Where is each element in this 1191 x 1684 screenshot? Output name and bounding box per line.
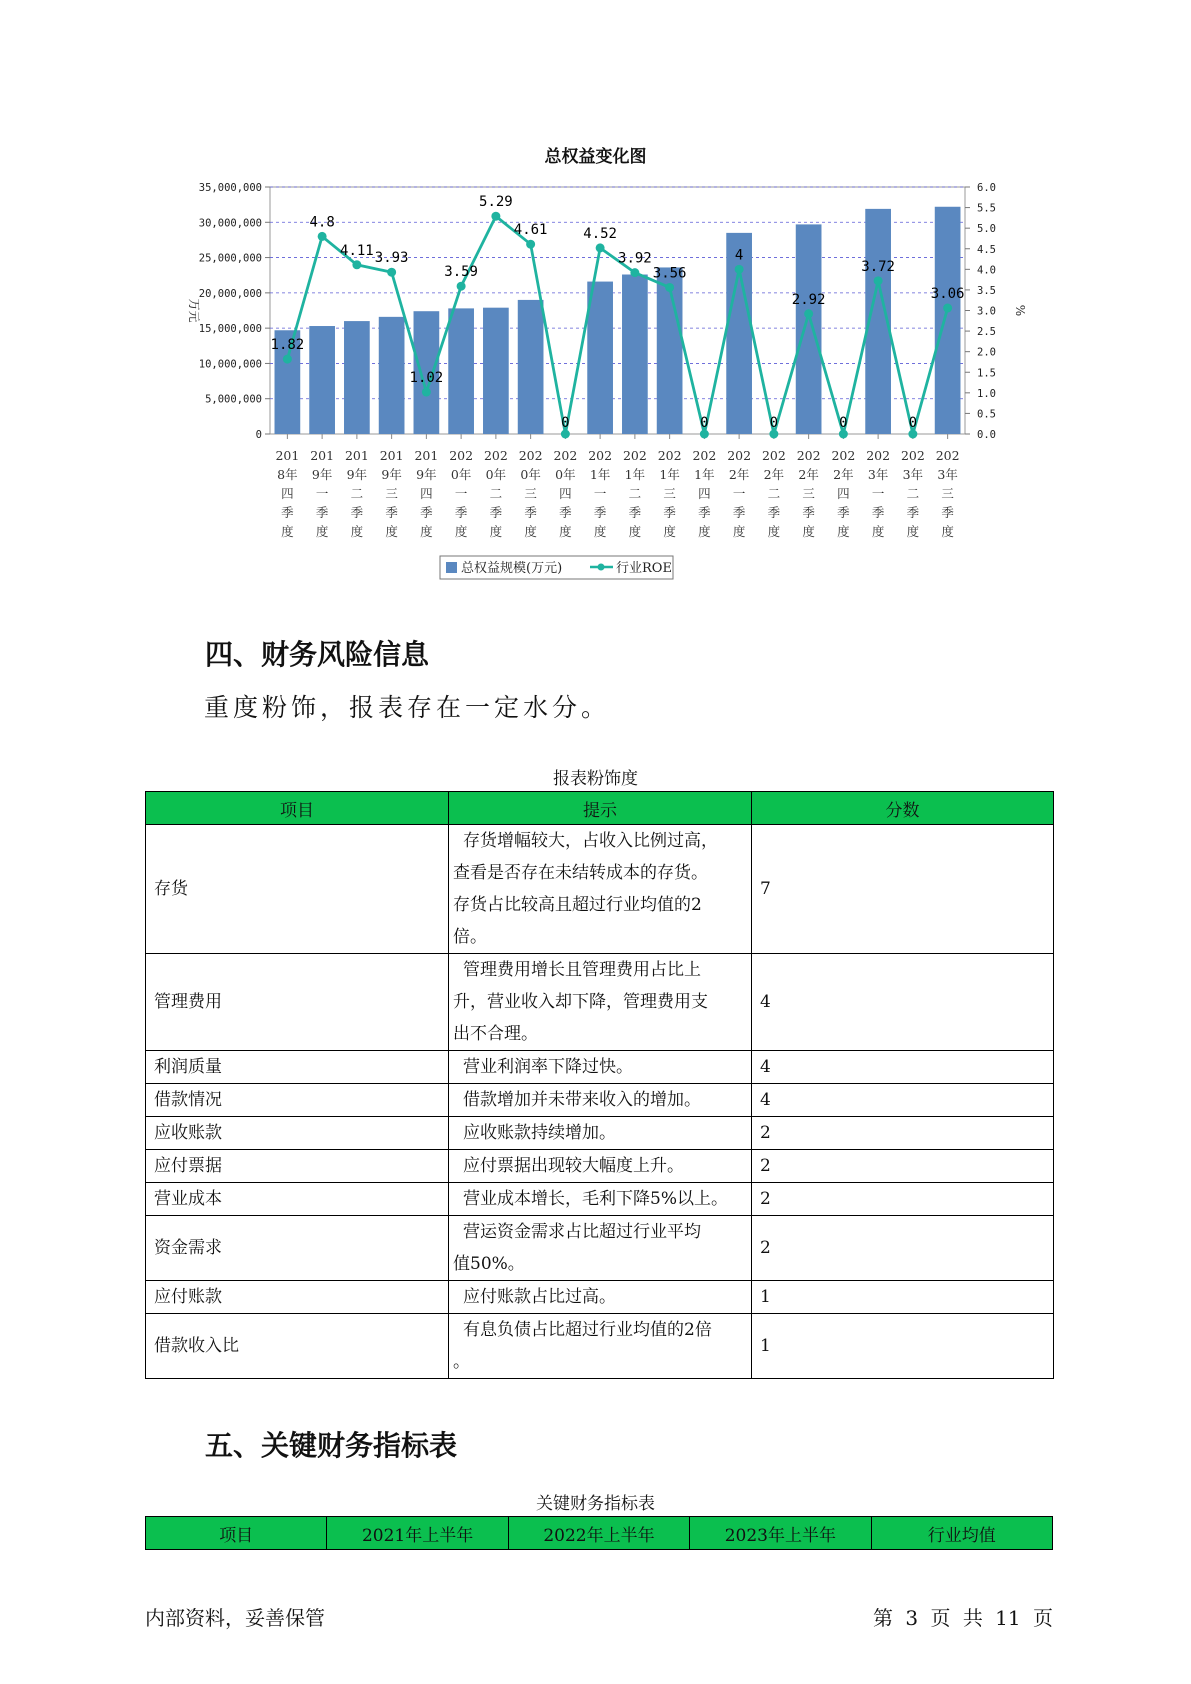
x-category-label: 3年 <box>902 467 924 482</box>
y-right-tick-label: 4.0 <box>977 264 996 277</box>
roe-data-label: 3.56 <box>652 265 687 282</box>
x-category-label: 季 <box>524 505 537 520</box>
roe-point <box>352 260 361 269</box>
roe-data-label: 0 <box>700 415 709 431</box>
x-category-label: 四 <box>837 486 850 501</box>
x-category-label: 201 <box>275 448 300 463</box>
risk-score: 1 <box>752 1314 1054 1379</box>
x-category-label: 度 <box>281 524 294 539</box>
x-category-label: 一 <box>315 486 329 501</box>
risk-hint <box>449 1281 752 1314</box>
risk-hint-line: 升，营业收入却下降，管理费用支 <box>453 992 708 1012</box>
risk-hint-line: 存货占比较高且超过行业均值的2 <box>453 895 702 915</box>
section4-heading: 四、财务风险信息 <box>205 638 430 671</box>
x-category-label: 季 <box>559 505 572 520</box>
risk-hint <box>449 825 752 954</box>
table-row <box>146 1117 1054 1150</box>
roe-point <box>457 282 466 291</box>
chart-bar <box>448 308 474 434</box>
x-category-label: 度 <box>871 524 885 539</box>
x-category-label: 季 <box>802 505 815 520</box>
roe-data-label: 4 <box>734 247 744 264</box>
roe-point <box>318 232 327 241</box>
key-table-caption: 关键财务指标表 <box>536 1494 655 1514</box>
y-right-tick-label: 0.0 <box>977 429 996 441</box>
x-category-label: 一 <box>871 486 885 501</box>
risk-hint <box>449 1216 752 1281</box>
x-category-label: 2年 <box>763 467 785 482</box>
roe-data-label: 4.61 <box>513 222 548 239</box>
x-category-label: 四 <box>559 486 572 501</box>
y-right-tick-label: 6.0 <box>977 182 996 194</box>
roe-point <box>526 240 535 249</box>
x-category-label: 0年 <box>450 467 472 482</box>
x-category-label: 季 <box>663 505 676 520</box>
chart-bar <box>622 275 648 434</box>
x-category-label: 202 <box>796 448 821 463</box>
chart-bar <box>344 321 370 434</box>
table-row <box>146 1314 1054 1379</box>
y-right-tick-label: 5.0 <box>977 223 996 236</box>
risk-score: 4 <box>752 1084 1054 1117</box>
roe-data-label: 3.59 <box>444 264 478 281</box>
table-row <box>146 1084 1054 1117</box>
x-category-label: 9年 <box>346 467 368 482</box>
chart-bar <box>518 300 544 434</box>
x-category-label: 季 <box>767 505 781 520</box>
risk-score: 4 <box>752 954 1054 1051</box>
legend-line-marker <box>598 564 605 571</box>
risk-hint-line: 应付账款占比过高。 <box>463 1287 616 1307</box>
x-category-label: 二 <box>489 486 503 501</box>
footer-page-number: 第 3 页 共 11 页 <box>873 1606 1053 1630</box>
x-category-label: 度 <box>593 524 607 539</box>
x-category-label: 9年 <box>381 467 402 482</box>
table-row <box>146 1183 1054 1216</box>
key-financial-table <box>145 1516 1053 1550</box>
chart-bar <box>483 308 509 434</box>
roe-data-label: 0 <box>769 415 779 431</box>
x-category-label: 202 <box>588 448 613 463</box>
x-category-label: 202 <box>449 448 474 463</box>
x-category-label: 度 <box>802 524 815 539</box>
roe-data-label: 3.72 <box>861 258 895 275</box>
x-category-label: 度 <box>559 524 572 539</box>
total-equity-chart <box>170 172 1050 592</box>
x-category-label: 度 <box>524 524 537 539</box>
x-category-label: 二 <box>767 486 781 501</box>
risk-summary: 重度粉饰，报表存在一定水分。 <box>204 693 611 722</box>
roe-data-label: 3.92 <box>618 250 652 267</box>
risk-hint-line: 应收账款持续增加。 <box>463 1123 616 1143</box>
x-category-label: 四 <box>281 486 294 501</box>
x-category-label: 度 <box>732 524 746 539</box>
roe-data-label: 3.06 <box>930 286 965 303</box>
plot-frame <box>270 187 965 434</box>
x-category-label: 9年 <box>311 467 333 482</box>
risk-score: 1 <box>752 1281 1054 1314</box>
x-category-label: 季 <box>454 505 468 520</box>
risk-item: 借款情况 <box>146 1084 449 1117</box>
x-category-label: 季 <box>698 505 711 520</box>
x-category-label: 202 <box>692 448 717 463</box>
risk-hint-line: 营业利润率下降过快。 <box>463 1057 633 1077</box>
x-category-label: 202 <box>831 448 856 463</box>
risk-score: 7 <box>752 825 1054 954</box>
risk-hint <box>449 1084 752 1117</box>
chart-title: 总权益变化图 <box>544 147 647 167</box>
x-category-label: 201 <box>310 448 335 463</box>
x-category-label: 202 <box>553 448 578 463</box>
risk-hint-line: 营业成本增长，毛利下降5%以上。 <box>463 1189 728 1209</box>
risk-hint-line: 出不合理。 <box>453 1024 538 1044</box>
y-right-tick-label: 1.5 <box>977 367 996 380</box>
roe-data-label: 1.82 <box>270 337 305 354</box>
risk-item: 应收账款 <box>146 1117 449 1150</box>
chart-bar <box>379 317 405 434</box>
risk-hint-line: 倍。 <box>453 927 487 947</box>
risk-score: 2 <box>752 1117 1054 1150</box>
risk-table <box>145 791 1054 1379</box>
risk-score: 4 <box>752 1051 1054 1084</box>
x-category-label: 2年 <box>833 467 854 482</box>
roe-data-label: 1.02 <box>409 370 444 387</box>
y-right-tick-label: 5.5 <box>977 202 996 215</box>
risk-hint-line: 。 <box>453 1352 470 1372</box>
roe-data-label: 4.52 <box>583 225 617 242</box>
x-category-label: 3年 <box>937 467 958 482</box>
x-category-label: 季 <box>732 505 746 520</box>
x-category-label: 1年 <box>694 467 715 482</box>
risk-hint <box>449 954 752 1051</box>
x-category-label: 度 <box>385 524 398 539</box>
x-category-label: 季 <box>489 505 503 520</box>
risk-hint <box>449 1051 752 1084</box>
risk-hint-line: 存货增幅较大，占收入比例过高， <box>463 831 718 851</box>
x-category-label: 三 <box>941 486 954 501</box>
header-score: 分数 <box>752 792 1054 825</box>
table-row <box>146 1150 1054 1183</box>
y-right-tick-label: 2.0 <box>977 346 996 359</box>
risk-hint <box>449 1183 752 1216</box>
risk-hint <box>449 1117 752 1150</box>
risk-item: 应付票据 <box>146 1150 449 1183</box>
y-left-tick-label: 5,000,000 <box>205 393 262 406</box>
x-category-label: 二 <box>350 486 364 501</box>
x-category-label: 度 <box>628 524 642 539</box>
risk-hint-line: 有息负债占比超过行业均值的2倍 <box>463 1320 712 1340</box>
x-category-label: 三 <box>524 486 537 501</box>
risk-item: 资金需求 <box>146 1216 449 1281</box>
roe-point <box>943 304 952 313</box>
header-2022h1: 2022年上半年 <box>508 1517 689 1550</box>
header-industry-avg: 行业均值 <box>871 1517 1052 1550</box>
x-category-label: 202 <box>761 448 786 463</box>
roe-point <box>804 309 813 318</box>
risk-item: 借款收入比 <box>146 1314 449 1379</box>
x-category-label: 四 <box>420 486 433 501</box>
risk-hint-line: 值50%。 <box>453 1254 525 1274</box>
x-category-label: 三 <box>802 486 815 501</box>
table-row <box>146 1281 1054 1314</box>
x-category-label: 1年 <box>659 467 680 482</box>
x-category-label: 季 <box>906 505 920 520</box>
table-row <box>146 825 1054 954</box>
x-category-label: 二 <box>906 486 920 501</box>
x-category-label: 度 <box>767 524 781 539</box>
risk-hint-line: 查看是否存在未结转成本的存货。 <box>453 863 708 883</box>
header-2023h1: 2023年上半年 <box>690 1517 871 1550</box>
x-category-label: 201 <box>344 448 369 463</box>
x-category-label: 季 <box>837 505 850 520</box>
roe-data-label: 3.93 <box>374 250 409 267</box>
roe-point <box>665 283 674 292</box>
x-category-label: 度 <box>906 524 920 539</box>
x-category-label: 度 <box>315 524 329 539</box>
risk-item: 利润质量 <box>146 1051 449 1084</box>
x-category-label: 季 <box>628 505 642 520</box>
x-category-label: 季 <box>593 505 607 520</box>
chart-bar <box>796 224 822 434</box>
y-left-tick-label: 25,000,000 <box>198 252 262 265</box>
y-left-tick-label: 15,000,000 <box>198 323 262 336</box>
risk-hint <box>449 1314 752 1379</box>
x-category-label: 2年 <box>798 467 819 482</box>
legend-line-label: 行业ROE <box>616 561 672 576</box>
x-category-label: 1年 <box>589 467 611 482</box>
y-right-tick-label: 2.5 <box>977 326 996 339</box>
x-category-label: 8年 <box>277 467 298 482</box>
x-category-label: 季 <box>941 505 954 520</box>
x-category-label: 202 <box>727 448 752 463</box>
roe-point <box>630 268 639 277</box>
risk-hint-line: 管理费用增长且管理费用占比上 <box>463 960 701 980</box>
x-category-label: 202 <box>483 448 508 463</box>
x-category-label: 0年 <box>520 467 541 482</box>
roe-data-label: 4.8 <box>309 214 335 231</box>
x-category-label: 度 <box>941 524 954 539</box>
chart-bar <box>309 326 335 434</box>
x-category-label: 202 <box>900 448 925 463</box>
x-category-label: 度 <box>837 524 850 539</box>
x-category-label: 201 <box>414 448 439 463</box>
risk-hint-line: 营运资金需求占比超过行业平均 <box>463 1222 701 1242</box>
risk-hint-line: 借款增加并未带来收入的增加。 <box>463 1090 701 1110</box>
x-category-label: 季 <box>871 505 885 520</box>
y-left-tick-label: 30,000,000 <box>198 217 262 230</box>
roe-data-label: 0 <box>839 415 848 431</box>
y-right-tick-label: 4.5 <box>977 243 996 256</box>
x-category-label: 2年 <box>728 467 750 482</box>
x-category-label: 度 <box>420 524 433 539</box>
x-category-label: 1年 <box>624 467 646 482</box>
legend-bar-label: 总权益规模(万元) <box>461 561 563 576</box>
y-left-axis-label: 万元 <box>187 298 201 323</box>
header-2021h1: 2021年上半年 <box>327 1517 508 1550</box>
roe-point <box>422 388 431 397</box>
x-category-label: 度 <box>489 524 503 539</box>
table-row <box>146 954 1054 1051</box>
x-category-label: 202 <box>622 448 647 463</box>
y-left-tick-label: 35,000,000 <box>198 182 262 194</box>
header-hint: 提示 <box>449 792 752 825</box>
y-right-tick-label: 1.0 <box>977 387 996 400</box>
y-left-tick-label: 0 <box>255 429 262 441</box>
x-category-label: 三 <box>385 486 398 501</box>
x-category-label: 9年 <box>416 467 437 482</box>
y-right-axis-label: % <box>1013 304 1027 317</box>
roe-point <box>491 212 500 221</box>
y-left-tick-label: 20,000,000 <box>198 287 262 300</box>
roe-data-label: 5.29 <box>479 194 513 211</box>
risk-hint-line: 应付票据出现较大幅度上升。 <box>463 1156 684 1176</box>
risk-table-caption: 报表粉饰度 <box>553 769 638 789</box>
x-category-label: 202 <box>866 448 891 463</box>
x-category-label: 一 <box>593 486 607 501</box>
risk-item: 存货 <box>146 825 449 954</box>
x-category-label: 季 <box>385 505 398 520</box>
y-right-tick-label: 3.0 <box>977 305 996 318</box>
x-category-label: 201 <box>379 448 404 463</box>
risk-score: 2 <box>752 1183 1054 1216</box>
table-row <box>146 1051 1054 1084</box>
x-category-label: 度 <box>698 524 711 539</box>
risk-item: 应付账款 <box>146 1281 449 1314</box>
x-category-label: 0年 <box>485 467 507 482</box>
x-category-label: 一 <box>732 486 746 501</box>
risk-score: 2 <box>752 1150 1054 1183</box>
risk-score: 2 <box>752 1216 1054 1281</box>
footer-confidential: 内部资料，妥善保管 <box>145 1606 325 1630</box>
legend-bar-swatch <box>446 562 457 573</box>
x-category-label: 202 <box>657 448 682 463</box>
x-category-label: 0年 <box>555 467 576 482</box>
x-category-label: 度 <box>663 524 676 539</box>
roe-data-label: 0 <box>561 415 570 431</box>
x-category-label: 季 <box>281 505 294 520</box>
x-category-label: 一 <box>454 486 468 501</box>
table-row <box>146 1216 1054 1281</box>
x-category-label: 四 <box>698 486 711 501</box>
chart-bar <box>587 282 613 434</box>
x-category-label: 季 <box>350 505 364 520</box>
roe-point <box>283 355 292 364</box>
x-category-label: 度 <box>454 524 468 539</box>
x-category-label: 季 <box>315 505 329 520</box>
section5-heading: 五、关键财务指标表 <box>205 1429 458 1462</box>
roe-data-label: 2.92 <box>791 291 826 308</box>
x-category-label: 202 <box>935 448 960 463</box>
y-right-tick-label: 0.5 <box>977 408 996 421</box>
y-right-tick-label: 3.5 <box>977 284 996 297</box>
y-left-tick-label: 10,000,000 <box>198 358 262 371</box>
chart-bar <box>935 207 961 434</box>
roe-point <box>874 276 883 285</box>
roe-point <box>596 243 605 252</box>
x-category-label: 二 <box>628 486 642 501</box>
x-category-label: 季 <box>420 505 433 520</box>
x-category-label: 3年 <box>867 467 889 482</box>
roe-data-label: 0 <box>908 415 918 431</box>
roe-point <box>387 268 396 277</box>
risk-item: 营业成本 <box>146 1183 449 1216</box>
risk-item: 管理费用 <box>146 954 449 1051</box>
x-category-label: 三 <box>663 486 676 501</box>
risk-hint <box>449 1150 752 1183</box>
roe-data-label: 4.11 <box>340 242 374 259</box>
roe-point <box>735 265 744 274</box>
header-item: 项目 <box>146 792 449 825</box>
x-category-label: 度 <box>350 524 364 539</box>
header-item: 项目 <box>146 1517 327 1550</box>
x-category-label: 202 <box>518 448 543 463</box>
